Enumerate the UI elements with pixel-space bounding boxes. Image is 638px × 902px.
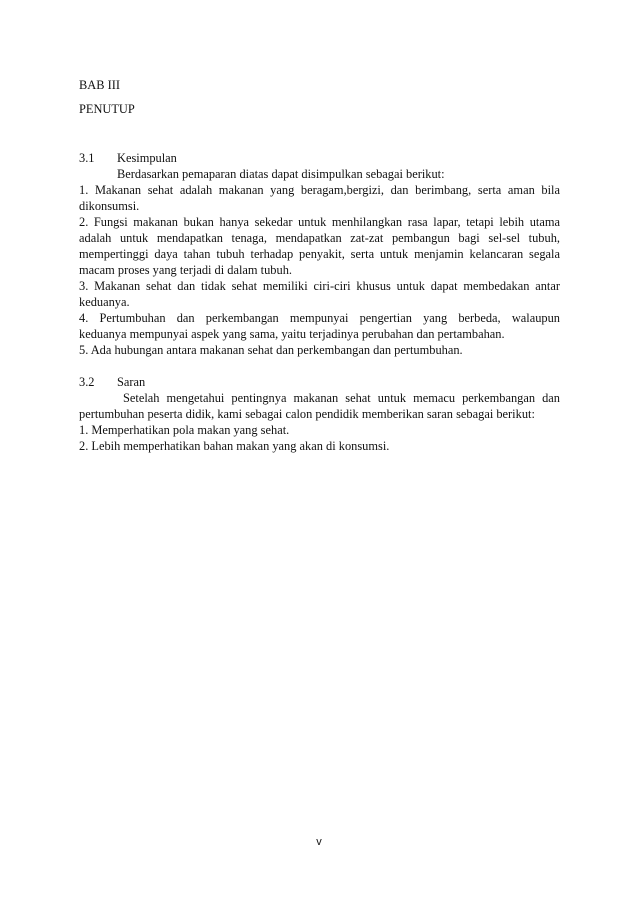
paragraph-line: adalah untuk mendapatkan tenaga, mendapatkan zat-zat pembangun bagi sel-sel tubuh,: [79, 231, 560, 245]
paragraph-line: keduanya mempunyai aspek yang sama, yaitu terjadinya perubahan dan pertambahan.: [79, 327, 505, 341]
paragraph-line: 3. Makanan sehat dan tidak sehat memiliki ciri-ciri khusus untuk dapat membedakan antar: [79, 279, 560, 293]
section-title: Saran: [117, 375, 146, 389]
section-intro: Berdasarkan pemaparan diatas dapat disimpulkan sebagai berikut:: [117, 167, 445, 181]
paragraph-line: dikonsumsi.: [79, 199, 140, 213]
chapter-title: PENUTUP: [79, 102, 135, 116]
paragraph-line: 4. Pertumbuhan dan perkembangan mempunyai pengertian yang berbeda, walaupun: [79, 311, 560, 325]
paragraph-line: pertumbuhan peserta didik, kami sebagai calon pendidik memberikan saran sebagai berikut:: [79, 407, 535, 421]
paragraph-line: 2. Fungsi makanan bukan hanya sekedar untuk menhilangkan rasa lapar, tetapi lebih utama: [79, 215, 560, 229]
section-title: Kesimpulan: [117, 151, 177, 165]
paragraph-line: 1. Memperhatikan pola makan yang sehat.: [79, 423, 290, 437]
paragraph-line: 1. Makanan sehat adalah makanan yang beragam,bergizi, dan berimbang, serta aman bila: [79, 183, 560, 197]
section-intro: Setelah mengetahui pentingnya makanan sehat untuk memacu perkembangan dan: [123, 391, 560, 405]
chapter-label: BAB III: [79, 78, 120, 92]
paragraph-line: 2. Lebih memperhatikan bahan makan yang akan di konsumsi.: [79, 439, 390, 453]
paragraph-line: mempertinggi daya tahan tubuh terhadap penyakit, serta untuk menjamin kelancaran segala: [79, 247, 560, 261]
paragraph-line: macam proses yang terjadi di dalam tubuh.: [79, 263, 292, 277]
page-number: v: [316, 836, 322, 848]
section-number: 3.2: [79, 375, 95, 389]
paragraph-line: keduanya.: [79, 295, 130, 309]
section-number: 3.1: [79, 151, 95, 165]
paragraph-line: 5. Ada hubungan antara makanan sehat dan perkembangan dan pertumbuhan.: [79, 343, 463, 357]
